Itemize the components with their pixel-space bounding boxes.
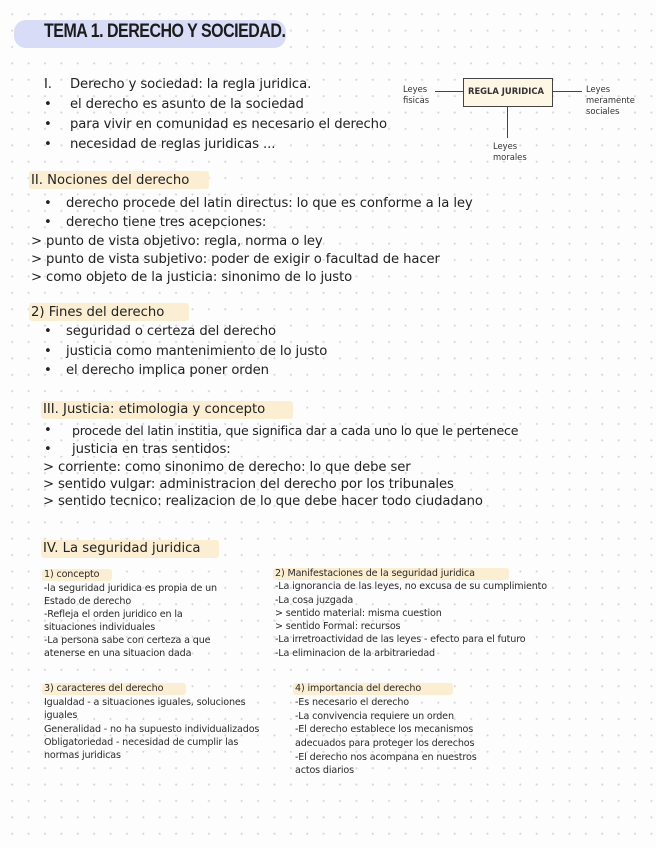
- importancia-line: adecuados para proteger los derechos: [295, 738, 475, 749]
- manifestaciones-line: > sentido Formal: recursos: [275, 621, 401, 632]
- section3-arrow: > sentido vulgar: administracion del derecho por los tribunales: [43, 477, 454, 492]
- concepto-line: Estado de derecho: [44, 596, 132, 607]
- concepto-line: situaciones individuales: [44, 622, 156, 633]
- section2-arrow: > como objeto de la justicia: sinonimo de lo justo: [31, 270, 353, 285]
- importancia-line: -El derecho establece los mecanismos: [295, 724, 474, 735]
- section2-bullet: derecho tiene tres acepciones:: [66, 215, 267, 230]
- manifestaciones-line: -La ignorancia de las leyes, no excusa de su cumplimiento: [275, 581, 547, 592]
- diagram-right-connector: [552, 91, 582, 92]
- diagram-right-label: Leyes: [586, 84, 611, 94]
- diagram-right-label: meramente: [586, 95, 635, 105]
- caracteres-line: Obligatoriedad - necesidad de cumplir las: [44, 737, 239, 748]
- section2-arrow: > punto de vista subjetivo: poder de exigir o facultad de hacer: [31, 252, 440, 267]
- caracteres-line: normas juridicas: [44, 750, 121, 761]
- section3-arrow: > corriente: como sinonimo de derecho: lo que debe ser: [43, 460, 411, 475]
- manifestaciones-line: -La cosa juzgada: [275, 595, 354, 606]
- caracteres-line: Igualdad - a situaciones iguales, soluciones: [44, 697, 246, 708]
- bullet-dot: •: [44, 423, 52, 438]
- manifestaciones-line: -La eliminacion de la arbitrariedad: [275, 648, 435, 659]
- manifestaciones-line: -La irretroactividad de las leyes - efecto para el futuro: [275, 634, 526, 645]
- importancia-heading: 4) importancia del derecho: [295, 683, 422, 694]
- section1-bullet: el derecho es asunto de la sociedad: [70, 97, 304, 112]
- fines-heading: 2) Fines del derecho: [31, 305, 165, 320]
- bullet-dot: •: [44, 196, 52, 211]
- caracteres-line: iguales: [44, 710, 78, 721]
- section2-bullet: derecho procede del latin directus: lo que es conforme a la ley: [66, 196, 473, 211]
- section4-heading: IV. La seguridad juridica: [43, 541, 201, 556]
- diagram-bottom-connector: [507, 106, 508, 138]
- bullet-dot: •: [44, 215, 52, 230]
- section1-bullet: necesidad de reglas juridicas ...: [70, 137, 276, 152]
- section1-number: I.: [44, 77, 52, 92]
- diagram-left-connector: [435, 91, 463, 92]
- manifestaciones-line: > sentido material: misma cuestion: [275, 608, 442, 619]
- diagram-bottom-label: Leyes: [493, 141, 518, 151]
- bullet-dot: •: [44, 344, 52, 359]
- caracteres-line: Generalidad - no ha supuesto individualizados: [44, 724, 260, 735]
- section1-heading: Derecho y sociedad: la regla juridica.: [70, 77, 312, 92]
- fines-bullet: justicia como mantenimiento de lo justo: [66, 344, 328, 359]
- section1-bullet: para vivir en comunidad es necesario el derecho: [70, 117, 387, 132]
- diagram-right-label: sociales: [586, 106, 620, 116]
- importancia-line: -Es necesario el derecho: [295, 697, 410, 708]
- bullet-dot: •: [44, 324, 52, 339]
- concepto-line: -La persona sabe con certeza a que: [44, 635, 211, 646]
- diagram-left-label: Leyes: [403, 84, 428, 94]
- importancia-line: -El derecho nos acompana en nuestros: [295, 752, 477, 763]
- diagram-center-label: REGLA JURIDICA: [468, 86, 544, 96]
- concepto-line: -Refleja el orden juridico en la: [44, 609, 183, 620]
- concepto-heading: 1) concepto: [44, 569, 100, 580]
- section2-arrow: > punto de vista objetivo: regla, norma o ley: [31, 234, 323, 249]
- diagram-left-label: fisicas: [403, 95, 430, 105]
- bullet-dot: •: [44, 442, 52, 457]
- fines-bullet: seguridad o certeza del derecho: [66, 324, 276, 339]
- concepto-line: atenerse en una situacion dada: [44, 648, 192, 659]
- concepto-line: -la seguridad juridica es propia de un: [44, 583, 217, 594]
- section3-bullet: justicia en tras sentidos:: [72, 442, 231, 457]
- section3-arrow: > sentido tecnico: realizacion de lo que debe hacer todo ciudadano: [43, 494, 483, 509]
- bullet-dot: •: [44, 137, 52, 152]
- section3-heading: III. Justicia: etimologia y concepto: [43, 402, 266, 417]
- page-title: TEMA 1. DERECHO Y SOCIEDAD.: [44, 20, 286, 42]
- manifestaciones-heading: 2) Manifestaciones de la seguridad juridica: [275, 568, 475, 579]
- diagram-bottom-label: morales: [493, 152, 527, 162]
- bullet-dot: •: [44, 363, 52, 378]
- fines-bullet: el derecho implica poner orden: [66, 363, 269, 378]
- importancia-line: -La convivencia requiere un orden: [295, 711, 454, 722]
- bullet-dot: •: [44, 97, 52, 112]
- section3-bullet: procede del latin institia, que significa dar a cada uno lo que le pertenece: [72, 423, 519, 438]
- importancia-line: actos diarios: [295, 765, 354, 776]
- caracteres-heading: 3) caracteres del derecho: [44, 683, 164, 694]
- bullet-dot: •: [44, 117, 52, 132]
- section2-heading: II. Nociones del derecho: [31, 173, 190, 188]
